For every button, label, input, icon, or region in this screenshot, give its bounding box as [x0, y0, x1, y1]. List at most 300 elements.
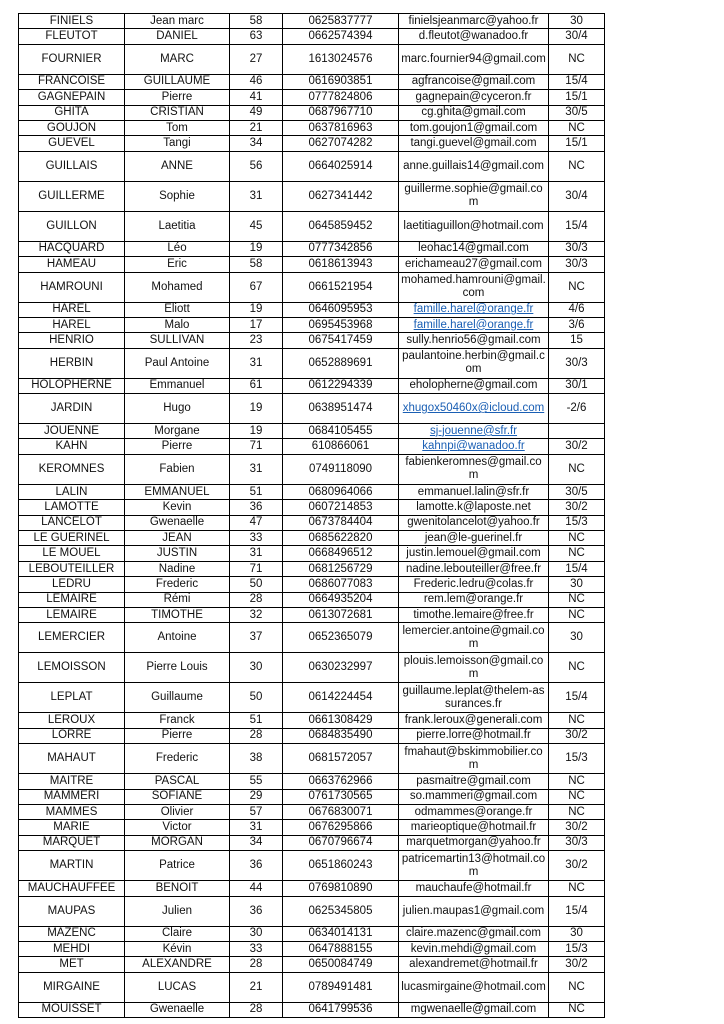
table-row	[19, 972, 605, 1002]
table-row	[19, 211, 605, 241]
email-cell: lemercier.antoine@gmail.com	[399, 623, 549, 653]
table-row	[19, 851, 605, 881]
ranking-cell: NC	[549, 653, 605, 683]
phone-cell: 0612294339	[283, 378, 399, 393]
last-name-cell: FOURNIER	[19, 44, 125, 74]
ranking-cell: 30/1	[549, 378, 605, 393]
age-cell: 51	[230, 484, 283, 499]
phone-cell: 0664935204	[283, 592, 399, 607]
last-name-cell: HENRIO	[19, 333, 125, 348]
email-cell: gwenitolancelot@yahoo.fr	[399, 515, 549, 530]
ranking-cell: 30/2	[549, 957, 605, 972]
email-cell	[399, 424, 549, 439]
email-cell: rem.lem@orange.fr	[399, 592, 549, 607]
first-name-cell: MORGAN	[125, 835, 230, 850]
table-row	[19, 941, 605, 956]
email-cell: timothe.lemaire@free.fr	[399, 607, 549, 622]
ranking-cell: 15/3	[549, 744, 605, 774]
last-name-cell: JARDIN	[19, 394, 125, 424]
email-cell: marc.fournier94@gmail.com	[399, 44, 549, 74]
age-cell: 47	[230, 515, 283, 530]
table-row	[19, 957, 605, 972]
table-row	[19, 424, 605, 439]
age-cell: 44	[230, 881, 283, 896]
last-name-cell: GAGNEPAIN	[19, 90, 125, 105]
email-cell: marquetmorgan@yahoo.fr	[399, 835, 549, 850]
first-name-cell: Olivier	[125, 804, 230, 819]
first-name-cell: Pierre	[125, 439, 230, 454]
table-row	[19, 774, 605, 789]
phone-cell: 0676295866	[283, 820, 399, 835]
table-row	[19, 546, 605, 561]
ranking-cell: NC	[549, 713, 605, 728]
first-name-cell: MARC	[125, 44, 230, 74]
last-name-cell: LEMERCIER	[19, 623, 125, 653]
age-cell: 34	[230, 835, 283, 850]
ranking-cell: 30	[549, 14, 605, 29]
last-name-cell: LEMOISSON	[19, 653, 125, 683]
age-cell: 19	[230, 424, 283, 439]
email-link[interactable]: kahnpi@wanadoo.fr	[422, 440, 525, 453]
email-cell: erichameau27@gmail.com	[399, 257, 549, 272]
email-cell: odmammes@orange.fr	[399, 804, 549, 819]
last-name-cell: GOUJON	[19, 120, 125, 135]
last-name-cell: MAMMERI	[19, 789, 125, 804]
ranking-cell: 30	[549, 577, 605, 592]
table-row	[19, 257, 605, 272]
age-cell: 23	[230, 333, 283, 348]
ranking-cell: NC	[549, 531, 605, 546]
phone-cell: 0627074282	[283, 136, 399, 151]
last-name-cell: HAREL	[19, 302, 125, 317]
first-name-cell: Gwenaelle	[125, 515, 230, 530]
age-cell: 19	[230, 394, 283, 424]
first-name-cell: Eliott	[125, 302, 230, 317]
email-cell: fmahaut@bskimmobilier.com	[399, 744, 549, 774]
ranking-cell: 30/4	[549, 181, 605, 211]
last-name-cell: LE GUERINEL	[19, 531, 125, 546]
ranking-cell: 30	[549, 623, 605, 653]
phone-cell: 0684835490	[283, 728, 399, 743]
ranking-cell: 30/3	[549, 835, 605, 850]
ranking-cell: 30/3	[549, 348, 605, 378]
ranking-cell: NC	[549, 454, 605, 484]
age-cell: 71	[230, 439, 283, 454]
age-cell: 57	[230, 804, 283, 819]
last-name-cell: LEBOUTEILLER	[19, 561, 125, 576]
table-row	[19, 74, 605, 89]
first-name-cell: Kévin	[125, 941, 230, 956]
phone-cell: 0634014131	[283, 926, 399, 941]
phone-cell: 0685622820	[283, 531, 399, 546]
phone-cell: 0664025914	[283, 151, 399, 181]
last-name-cell: FINIELS	[19, 14, 125, 29]
first-name-cell: Sophie	[125, 181, 230, 211]
table-row	[19, 90, 605, 105]
age-cell: 31	[230, 820, 283, 835]
email-cell: mauchaufe@hotmail.fr	[399, 881, 549, 896]
email-cell: guillaume.leplat@thelem-assurances.fr	[399, 683, 549, 713]
first-name-cell: Malo	[125, 317, 230, 332]
age-cell: 63	[230, 29, 283, 44]
member-table	[18, 13, 605, 1018]
first-name-cell: TIMOTHE	[125, 607, 230, 622]
last-name-cell: HAMEAU	[19, 257, 125, 272]
first-name-cell: Pierre	[125, 90, 230, 105]
ranking-cell: 30/2	[549, 728, 605, 743]
ranking-cell: 30	[549, 926, 605, 941]
last-name-cell: GUILLON	[19, 211, 125, 241]
last-name-cell: MAITRE	[19, 774, 125, 789]
age-cell: 29	[230, 789, 283, 804]
phone-cell: 0681572057	[283, 744, 399, 774]
first-name-cell: Victor	[125, 820, 230, 835]
age-cell: 61	[230, 378, 283, 393]
email-cell: frank.leroux@generali.com	[399, 713, 549, 728]
table-row	[19, 1002, 605, 1017]
last-name-cell: LALIN	[19, 484, 125, 499]
email-cell: pierre.lorre@hotmail.fr	[399, 728, 549, 743]
table-row	[19, 439, 605, 454]
first-name-cell: EMMANUEL	[125, 484, 230, 499]
ranking-cell: NC	[549, 44, 605, 74]
first-name-cell: Nadine	[125, 561, 230, 576]
ranking-cell: 15	[549, 333, 605, 348]
table-row	[19, 804, 605, 819]
first-name-cell: BENOIT	[125, 881, 230, 896]
table-row	[19, 317, 605, 332]
email-link[interactable]: famille.harel@orange.fr	[413, 318, 534, 331]
first-name-cell: Frederic	[125, 577, 230, 592]
table-row	[19, 14, 605, 29]
email-cell	[399, 317, 549, 332]
first-name-cell: Laetitia	[125, 211, 230, 241]
age-cell: 51	[230, 713, 283, 728]
age-cell: 56	[230, 151, 283, 181]
phone-cell: 0614224454	[283, 683, 399, 713]
age-cell: 19	[230, 302, 283, 317]
ranking-cell: 15/4	[549, 683, 605, 713]
age-cell: 36	[230, 851, 283, 881]
table-row	[19, 136, 605, 151]
email-cell	[399, 394, 549, 424]
email-cell: julien.maupas1@gmail.com	[399, 896, 549, 926]
table-row	[19, 896, 605, 926]
last-name-cell: HAREL	[19, 317, 125, 332]
table-row	[19, 561, 605, 576]
age-cell: 21	[230, 120, 283, 135]
ranking-cell: NC	[549, 151, 605, 181]
phone-cell: 0777342856	[283, 241, 399, 256]
last-name-cell: MAMMES	[19, 804, 125, 819]
phone-cell: 0613072681	[283, 607, 399, 622]
table-row	[19, 531, 605, 546]
table-row	[19, 333, 605, 348]
table-row	[19, 454, 605, 484]
age-cell: 30	[230, 926, 283, 941]
phone-cell: 0749118090	[283, 454, 399, 484]
table-row	[19, 105, 605, 120]
phone-cell: 0670796674	[283, 835, 399, 850]
phone-cell: 0668496512	[283, 546, 399, 561]
ranking-cell: 15/4	[549, 74, 605, 89]
ranking-cell: 15/1	[549, 90, 605, 105]
last-name-cell: GUILLAIS	[19, 151, 125, 181]
first-name-cell: Fabien	[125, 454, 230, 484]
table-row	[19, 653, 605, 683]
table-row	[19, 623, 605, 653]
first-name-cell: Julien	[125, 896, 230, 926]
email-cell: tom.goujon1@gmail.com	[399, 120, 549, 135]
email-cell: pasmaitre@gmail.com	[399, 774, 549, 789]
age-cell: 31	[230, 454, 283, 484]
age-cell: 28	[230, 592, 283, 607]
age-cell: 46	[230, 74, 283, 89]
email-cell: gagnepain@cyceron.fr	[399, 90, 549, 105]
age-cell: 50	[230, 683, 283, 713]
phone-cell: 0641799536	[283, 1002, 399, 1017]
ranking-cell	[549, 424, 605, 439]
ranking-cell: 30/2	[549, 500, 605, 515]
ranking-cell: 15/1	[549, 136, 605, 151]
first-name-cell: SOFIANE	[125, 789, 230, 804]
phone-cell: 0625345805	[283, 896, 399, 926]
email-cell	[399, 302, 549, 317]
table-row	[19, 120, 605, 135]
age-cell: 58	[230, 14, 283, 29]
table-row	[19, 820, 605, 835]
age-cell: 28	[230, 1002, 283, 1017]
last-name-cell: JOUENNE	[19, 424, 125, 439]
first-name-cell: JEAN	[125, 531, 230, 546]
table-row	[19, 789, 605, 804]
last-name-cell: MET	[19, 957, 125, 972]
last-name-cell: LEPLAT	[19, 683, 125, 713]
ranking-cell: NC	[549, 881, 605, 896]
first-name-cell: LUCAS	[125, 972, 230, 1002]
phone-cell: 0607214853	[283, 500, 399, 515]
age-cell: 27	[230, 44, 283, 74]
last-name-cell: LEDRU	[19, 577, 125, 592]
phone-cell: 0686077083	[283, 577, 399, 592]
phone-cell: 0680964066	[283, 484, 399, 499]
phone-cell: 0646095953	[283, 302, 399, 317]
email-link[interactable]: sj-jouenne@sfr.fr	[429, 424, 518, 437]
first-name-cell: Hugo	[125, 394, 230, 424]
last-name-cell: GUILLERME	[19, 181, 125, 211]
age-cell: 41	[230, 90, 283, 105]
first-name-cell: Tangi	[125, 136, 230, 151]
last-name-cell: KAHN	[19, 439, 125, 454]
email-cell: fabienkeromnes@gmail.com	[399, 454, 549, 484]
ranking-cell: NC	[549, 804, 605, 819]
table-row	[19, 592, 605, 607]
last-name-cell: LANCELOT	[19, 515, 125, 530]
age-cell: 32	[230, 607, 283, 622]
phone-cell: 0661521954	[283, 272, 399, 302]
table-row	[19, 44, 605, 74]
first-name-cell: ALEXANDRE	[125, 957, 230, 972]
email-cell: paulantoine.herbin@gmail.com	[399, 348, 549, 378]
table-row	[19, 577, 605, 592]
table-row	[19, 500, 605, 515]
ranking-cell: NC	[549, 1002, 605, 1017]
phone-cell: 0616903851	[283, 74, 399, 89]
first-name-cell: Léo	[125, 241, 230, 256]
age-cell: 45	[230, 211, 283, 241]
first-name-cell: Franck	[125, 713, 230, 728]
first-name-cell: Patrice	[125, 851, 230, 881]
ranking-cell: 30/4	[549, 29, 605, 44]
ranking-cell: 15/3	[549, 941, 605, 956]
ranking-cell: 15/4	[549, 211, 605, 241]
email-cell: alexandremet@hotmail.fr	[399, 957, 549, 972]
table-row	[19, 744, 605, 774]
table-row	[19, 515, 605, 530]
phone-cell: 0684105455	[283, 424, 399, 439]
age-cell: 34	[230, 136, 283, 151]
first-name-cell: PASCAL	[125, 774, 230, 789]
age-cell: 49	[230, 105, 283, 120]
age-cell: 50	[230, 577, 283, 592]
age-cell: 31	[230, 181, 283, 211]
last-name-cell: MAZENC	[19, 926, 125, 941]
ranking-cell: NC	[549, 592, 605, 607]
last-name-cell: HAMROUNI	[19, 272, 125, 302]
email-cell: leohac14@gmail.com	[399, 241, 549, 256]
email-cell: d.fleutot@wanadoo.fr	[399, 29, 549, 44]
age-cell: 21	[230, 972, 283, 1002]
age-cell: 30	[230, 653, 283, 683]
table-row	[19, 241, 605, 256]
email-cell: lamotte.k@laposte.net	[399, 500, 549, 515]
age-cell: 55	[230, 774, 283, 789]
age-cell: 28	[230, 957, 283, 972]
last-name-cell: GUEVEL	[19, 136, 125, 151]
ranking-cell: NC	[549, 546, 605, 561]
phone-cell: 0662574394	[283, 29, 399, 44]
phone-cell: 0661308429	[283, 713, 399, 728]
email-cell: finielsjeanmarc@yahoo.fr	[399, 14, 549, 29]
ranking-cell: 30/2	[549, 439, 605, 454]
ranking-cell: 30/3	[549, 241, 605, 256]
first-name-cell: Tom	[125, 120, 230, 135]
ranking-cell: NC	[549, 789, 605, 804]
ranking-cell: 30/3	[549, 257, 605, 272]
phone-cell: 0637816963	[283, 120, 399, 135]
email-cell: sully.henrio56@gmail.com	[399, 333, 549, 348]
last-name-cell: MARQUET	[19, 835, 125, 850]
table-row	[19, 835, 605, 850]
last-name-cell: MARTIN	[19, 851, 125, 881]
table-row	[19, 302, 605, 317]
email-cell: kevin.mehdi@gmail.com	[399, 941, 549, 956]
email-cell: guillerme.sophie@gmail.com	[399, 181, 549, 211]
age-cell: 71	[230, 561, 283, 576]
first-name-cell: Morgane	[125, 424, 230, 439]
email-cell: cg.ghita@gmail.com	[399, 105, 549, 120]
ranking-cell: 30/5	[549, 105, 605, 120]
last-name-cell: LEMAIRE	[19, 592, 125, 607]
table-row	[19, 881, 605, 896]
last-name-cell: MAUCHAUFFEE	[19, 881, 125, 896]
phone-cell: 0676830071	[283, 804, 399, 819]
age-cell: 36	[230, 500, 283, 515]
last-name-cell: HOLOPHERNE	[19, 378, 125, 393]
email-cell: patricemartin13@hotmail.com	[399, 851, 549, 881]
email-link[interactable]: xhugox50460x@icloud.com	[402, 402, 545, 415]
email-cell: claire.mazenc@gmail.com	[399, 926, 549, 941]
last-name-cell: LAMOTTE	[19, 500, 125, 515]
first-name-cell: Kevin	[125, 500, 230, 515]
age-cell: 33	[230, 531, 283, 546]
table-row	[19, 394, 605, 424]
last-name-cell: LE MOUEL	[19, 546, 125, 561]
first-name-cell: Mohamed	[125, 272, 230, 302]
phone-cell: 0647888155	[283, 941, 399, 956]
email-link[interactable]: famille.harel@orange.fr	[413, 303, 534, 316]
email-cell: tangi.guevel@gmail.com	[399, 136, 549, 151]
first-name-cell: Pierre Louis	[125, 653, 230, 683]
ranking-cell: NC	[549, 120, 605, 135]
first-name-cell: Emmanuel	[125, 378, 230, 393]
table-row	[19, 378, 605, 393]
first-name-cell: Rémi	[125, 592, 230, 607]
age-cell: 31	[230, 348, 283, 378]
ranking-cell: 15/4	[549, 896, 605, 926]
first-name-cell: Frederic	[125, 744, 230, 774]
table-row	[19, 29, 605, 44]
age-cell: 58	[230, 257, 283, 272]
last-name-cell: MIRGAINE	[19, 972, 125, 1002]
first-name-cell: ANNE	[125, 151, 230, 181]
table-row	[19, 683, 605, 713]
phone-cell: 0645859452	[283, 211, 399, 241]
last-name-cell: MAUPAS	[19, 896, 125, 926]
phone-cell: 0652365079	[283, 623, 399, 653]
email-cell: eholopherne@gmail.com	[399, 378, 549, 393]
age-cell: 28	[230, 728, 283, 743]
last-name-cell: HERBIN	[19, 348, 125, 378]
email-cell: Frederic.ledru@colas.fr	[399, 577, 549, 592]
first-name-cell: Gwenaelle	[125, 1002, 230, 1017]
phone-cell: 0627341442	[283, 181, 399, 211]
email-cell: anne.guillais14@gmail.com	[399, 151, 549, 181]
table-row	[19, 272, 605, 302]
phone-cell: 0673784404	[283, 515, 399, 530]
last-name-cell: FLEUTOT	[19, 29, 125, 44]
last-name-cell: KEROMNES	[19, 454, 125, 484]
last-name-cell: MARIE	[19, 820, 125, 835]
email-cell: marieoptique@hotmail.fr	[399, 820, 549, 835]
phone-cell: 0681256729	[283, 561, 399, 576]
last-name-cell: HACQUARD	[19, 241, 125, 256]
ranking-cell: NC	[549, 972, 605, 1002]
ranking-cell: 3/6	[549, 317, 605, 332]
age-cell: 37	[230, 623, 283, 653]
last-name-cell: LEMAIRE	[19, 607, 125, 622]
email-cell	[399, 439, 549, 454]
first-name-cell: Guillaume	[125, 683, 230, 713]
ranking-cell: NC	[549, 272, 605, 302]
first-name-cell: Antoine	[125, 623, 230, 653]
phone-cell: 0769810890	[283, 881, 399, 896]
first-name-cell: SULLIVAN	[125, 333, 230, 348]
email-cell: jean@le-guerinel.fr	[399, 531, 549, 546]
ranking-cell: 15/3	[549, 515, 605, 530]
last-name-cell: MEHDI	[19, 941, 125, 956]
last-name-cell: LORRE	[19, 728, 125, 743]
